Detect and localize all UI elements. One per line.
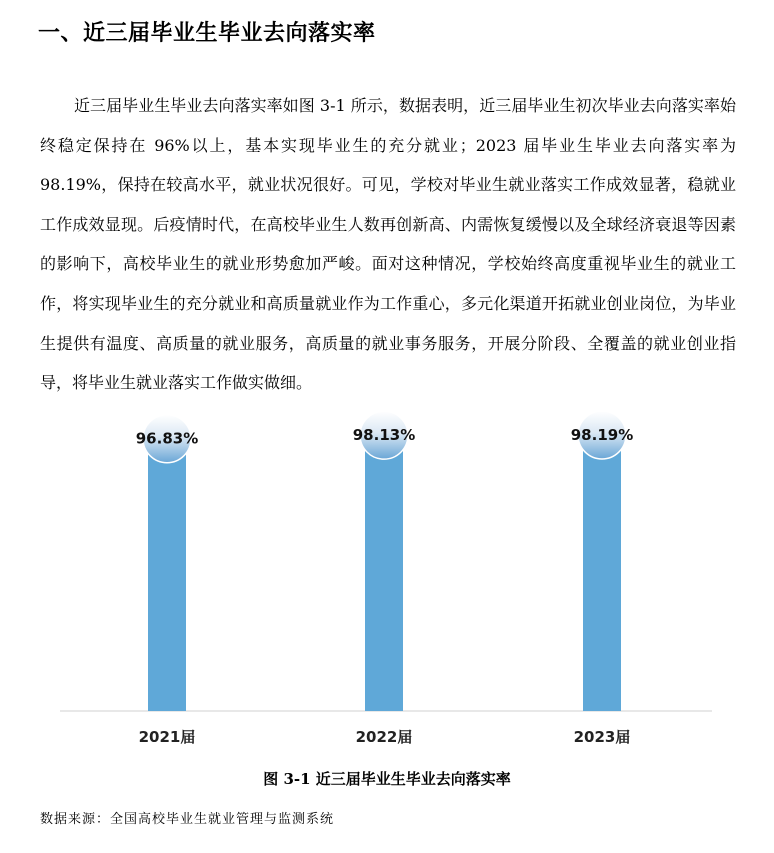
section-heading: 一、近三届毕业生毕业去向落实率: [38, 21, 376, 46]
figure-caption: 图 3-1 近三届毕业生毕业去向落实率: [263, 770, 511, 788]
data-source-note: 数据来源：全国高校毕业生就业管理与监测系统: [40, 812, 335, 827]
x-tick-label: 2022届: [355, 728, 413, 746]
x-tick-label: 2021届: [138, 728, 196, 746]
bar-2021届: [148, 445, 186, 711]
body-paragraph: 近三届毕业生毕业去向落实率如图 3-1 所示，数据表明，近三届毕业生初次毕业去向落实率始终稳定保持在 96%以上，基本实现毕业生的充分就业；2023 届毕业生毕业去向落实率为 98.19%，保持在较高水平，就业状况很好。可见，学校对毕业生就业落实工作成效显著，稳就业工作成效显现。后疫情时代，在高校毕业生人数再创新高、内需恢复缓慢以及全球经济衰退等因素的影响下，高校毕业生的就业形势愈加严峻。面对这种情况，学校始终高度重视毕业生的就业工作，将实现毕业生的充分就业和高质量就业作为工作重心，多元化渠道开拓就业创业岗位，为毕业生提供有温度、高质量的就业服务，高质量的就业事务服务，开展分阶段、全覆盖的就业创业指导，将毕业生就业落实工作做实做细。: [40, 96, 736, 393]
bar-2023届: [583, 441, 621, 711]
bar-2022届: [365, 441, 403, 711]
data-label: 96.83%: [135, 429, 199, 448]
employment-rate-bar-chart: [0, 395, 774, 755]
x-tick-label: 2023届: [573, 728, 631, 746]
data-label: 98.13%: [352, 426, 416, 445]
data-label: 98.19%: [570, 425, 634, 444]
